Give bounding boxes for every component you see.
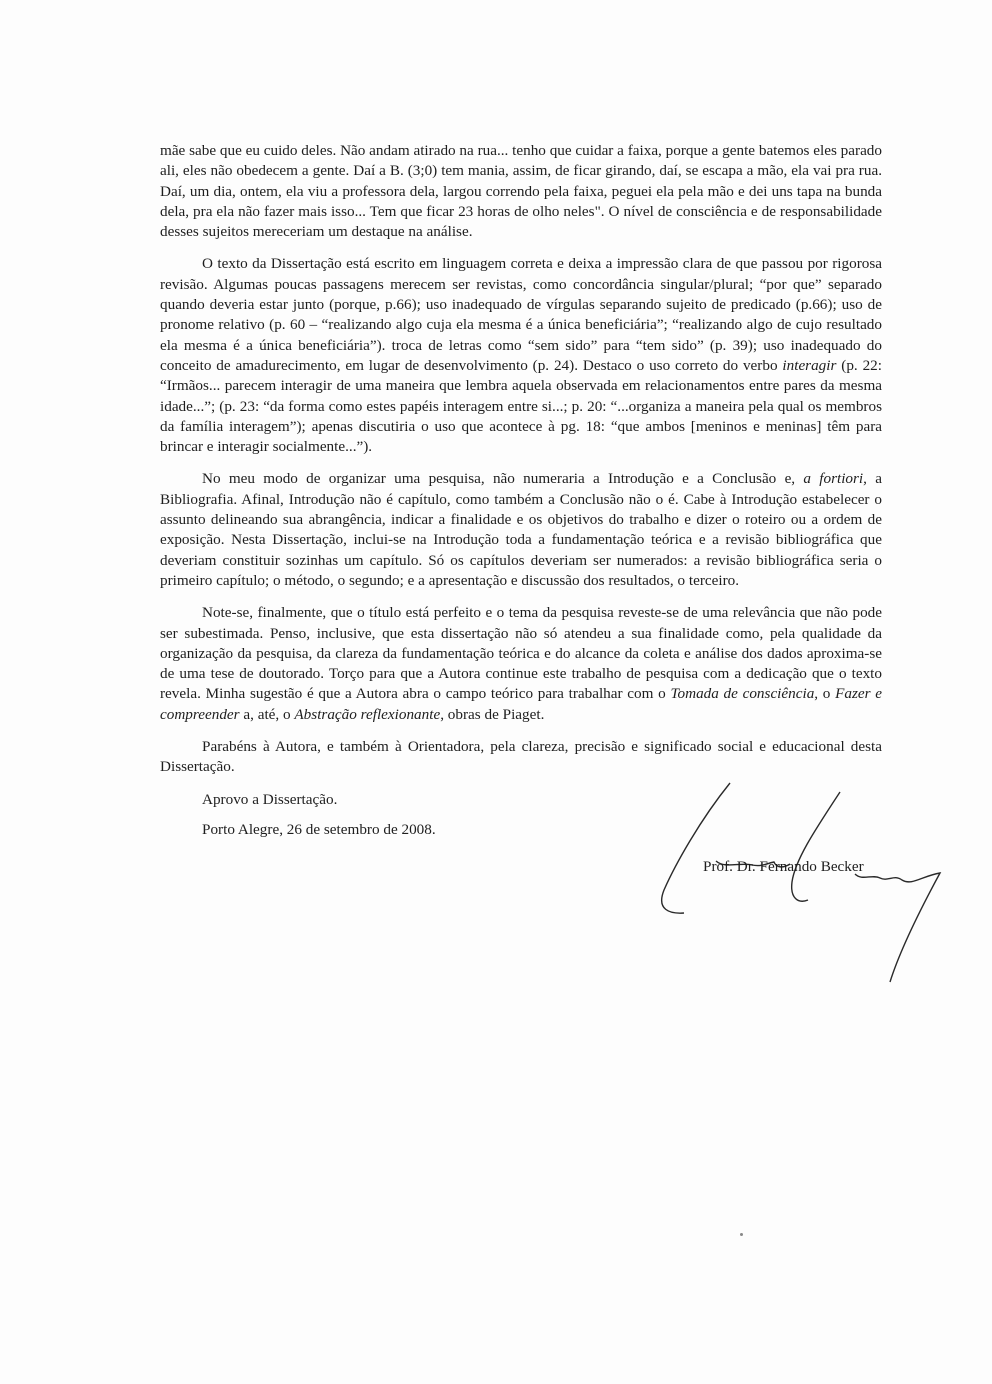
paragraph-structure — [160, 469, 882, 591]
italic-term: a fortiori — [803, 470, 864, 488]
text-segment: , o — [814, 685, 836, 703]
text-segment: Parabéns à Autora, e também à Orientadora, pela clareza, precisão e significado social e educacional desta Dissertação. — [160, 738, 882, 776]
paragraph-continuation — [160, 141, 882, 242]
text-segment: O texto da Dissertação está escrito em linguagem correta e deixa a impressão clara de que passou por rigorosa revisão. Algumas poucas passagens merecem ser revistas, como concordância singular/plural; “por que” separado quando deveria estar junto (porque, p.66); uso inadequado de vírgulas separando sujeito de predicado (p.66); uso de pronome relativo (p. 60 – “realizando algo cuja ela mesma é a única beneficiária”; “realizando algo de cujo resultado ela mesma é a única beneficiária”). troca de letras como “sem sido” para “tem sido” (p. 39); uso inadequado do conceito de amadurecimento, em lugar de desenvolvimento (p. 24). Destaco o uso correto do verbo — [160, 255, 882, 374]
place-and-date: Porto Alegre, 26 de setembro de 2008. — [202, 820, 436, 838]
text-segment: No meu modo de organizar uma pesquisa, não numeraria a Introdução e a Conclusão e, — [202, 470, 804, 488]
text-segment: Note-se, finalmente, que o título está perfeito e o tema da pesquisa reveste-se de uma relevância que não pode ser subestimada. Penso, inclusive, que esta dissertação não só atendeu a sua finalidade como, pela qualidade da organização da pesquisa, da clareza da fundamentação teórica e do alcance da coleta e análise dos dados aproxima-se de uma tese de doutorado. Torço para que a Autora continue este trabalho de pesquisa com a dedicação que o texto revela. Minha sugestão é que a Autora abra o campo teórico para trabalhar com o — [160, 604, 882, 703]
paragraph-conclusion — [160, 603, 882, 725]
paragraph-revision — [160, 254, 882, 457]
italic-term: Tomada de consciência — [670, 685, 815, 703]
scan-speck — [740, 1233, 743, 1236]
text-segment: , obras de Piaget. — [440, 705, 545, 723]
text-segment: a, até, o — [239, 705, 295, 723]
text-segment: (p. 22: “Irmãos... parecem interagir de uma maneira que lembra aquela observada em relacionamentos entre pares da mesma idade...”; (p. 23: “da forma como estes papéis interagem entre si...; p. 20: “...organiza a maneira pela qual os membros da família interagem”); apenas discutiria o uso que acontece à pg. 18: “que ambos [meninos e meninas] têm para brincar e interagir socialmente...”). — [160, 356, 882, 456]
handwritten-signature — [650, 770, 960, 1000]
italic-term: Abstração reflexionante — [294, 705, 441, 723]
document-body — [160, 141, 882, 850]
italic-term: interagir — [782, 356, 837, 374]
italic-term: Fazer e compreender — [160, 685, 882, 723]
signatory-name: Prof. Dr. Fernando Becker — [703, 858, 864, 875]
approval-statement: Aprovo a Dissertação. — [202, 790, 338, 808]
text-segment: mãe sabe que eu cuido deles. Não andam atirado na rua... tenho que cuidar a faixa, porque a gente batemos eles parado ali, eles não obedecem a gente. Daí a B. (3;0) tem mania, assim, de ficar girando, daí, se escapa a mão, ela vai pra rua. Daí, um dia, ontem, ela viu a professora dela, largou correndo pela faixa, peguei ela pela mão e dei uns tapa na bunda dela, pra ela não fazer mais isso... Tem que ficar 23 horas de olho neles". O nível de consciência e de responsabilidade desses sujeitos mereceriam um destaque na análise. — [160, 142, 882, 241]
text-segment: , a Bibliografia. Afinal, Introdução não é capítulo, como também a Conclusão não o é. Cabe à Introdução estabelecer o assunto delineando sua abrangência, indicar a finalidade e os objetivos do trabalho e dizer o roteiro ou a ordem de exposição. Nesta Dissertação, inclui-se na Introdução toda a fundamentação teórica e a revisão bibliográfica que deveriam constituir sozinhas um capítulo. Só os capítulos deveriam ser numerados: a revisão bibliográfica seria o primeiro capítulo; o método, o segundo; e a apresentação e discussão dos resultados, o terceiro. — [160, 470, 882, 589]
